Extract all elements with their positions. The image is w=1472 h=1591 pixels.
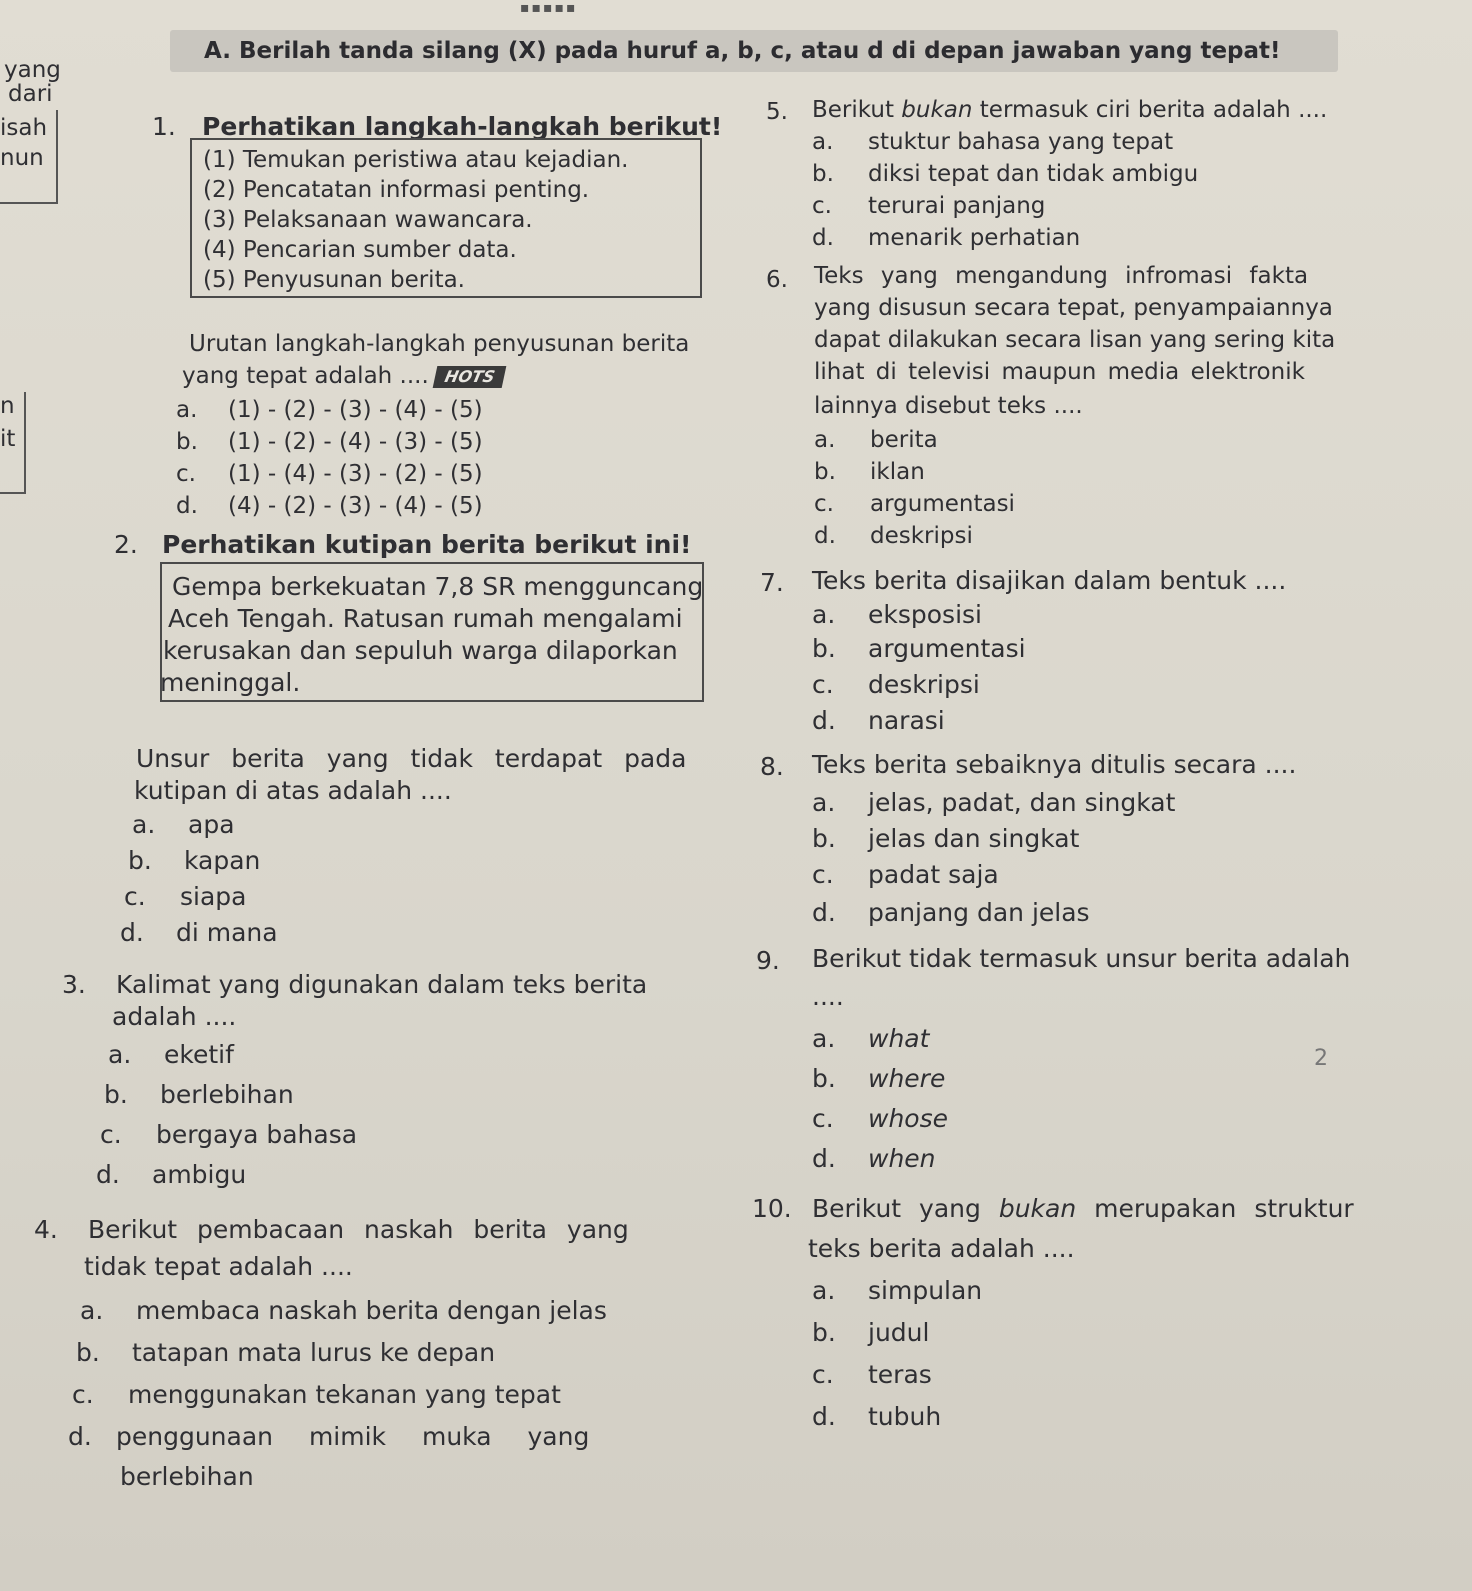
q2-prompt: kutipan di atas adalah .... (134, 776, 452, 805)
q9-number: 9. (756, 946, 780, 975)
section-title: A. Berilah tanda silang (X) pada huruf a, b, c, atau d di depan jawaban yang tepat! (204, 38, 1281, 64)
q3-option-b[interactable]: b. berlebihan (104, 1080, 294, 1109)
margin-box-edge (0, 110, 58, 204)
q1-option-d[interactable]: d. (4) - (2) - (3) - (4) - (5) (176, 493, 483, 519)
q6-option-b[interactable]: b. iklan (814, 459, 925, 485)
q6-text: yang disusun secara tepat, penyampaiannya (814, 295, 1333, 321)
q10-text: Berikut yang bukan merupakan struktur (812, 1194, 1354, 1223)
q8-option-a[interactable]: a. jelas, padat, dan singkat (812, 788, 1176, 817)
q1-step: (3) Pelaksanaan wawancara. (203, 207, 533, 233)
q1-option-c[interactable]: c. (1) - (4) - (3) - (2) - (5) (176, 461, 483, 487)
q2-quote-line: Gempa berkekuatan 7,8 SR mengguncang (172, 572, 704, 601)
q5-number: 5. (766, 99, 788, 125)
pencil-mark: 2 (1314, 1046, 1328, 1071)
q9-option-c[interactable]: c. whose (812, 1104, 948, 1133)
margin-fragment: nun (0, 145, 44, 171)
q4-text: tidak tepat adalah .... (84, 1252, 353, 1281)
q10-option-c[interactable]: c. teras (812, 1360, 932, 1389)
q4-number: 4. (34, 1215, 58, 1244)
margin-fragment: yang (4, 57, 61, 83)
q9-text: Berikut tidak termasuk unsur berita adalah (812, 944, 1351, 973)
q8-text: Teks berita sebaiknya ditulis secara .... (812, 750, 1297, 779)
q9-option-b[interactable]: b. where (812, 1064, 946, 1093)
q1-number: 1. (152, 112, 176, 141)
q2-option-c[interactable]: c. siapa (124, 882, 247, 911)
q7-option-b[interactable]: b. argumentasi (812, 634, 1026, 663)
q5-option-c[interactable]: c. terurai panjang (812, 193, 1046, 219)
q5-option-a[interactable]: a. stuktur bahasa yang tepat (812, 129, 1174, 155)
q6-option-d[interactable]: d. deskripsi (814, 523, 973, 549)
q2-option-d[interactable]: d. di mana (120, 918, 278, 947)
q4-option-b[interactable]: b. tatapan mata lurus ke depan (76, 1338, 496, 1367)
q7-option-c[interactable]: c. deskripsi (812, 670, 980, 699)
q3-text: adalah .... (112, 1002, 237, 1031)
q1-step: (2) Pencatatan informasi penting. (203, 177, 590, 203)
margin-fragment: dari (8, 81, 53, 107)
q10-option-b[interactable]: b. judul (812, 1318, 930, 1347)
q6-text: lainnya disebut teks .... (814, 393, 1083, 419)
q6-number: 6. (766, 267, 788, 293)
q6-text: dapat dilakukan secara lisan yang sering kita (814, 327, 1336, 353)
q1-prompt: Urutan langkah-langkah penyusunan berita (189, 331, 690, 357)
q1-text: Perhatikan langkah-langkah berikut! (202, 112, 723, 141)
margin-fragment: it (0, 426, 16, 452)
q10-text: teks berita adalah .... (808, 1234, 1075, 1263)
q7-option-a[interactable]: a. eksposisi (812, 600, 982, 629)
q3-option-c[interactable]: c. bergaya bahasa (100, 1120, 358, 1149)
q3-number: 3. (62, 970, 86, 999)
q2-text: Perhatikan kutipan berita berikut ini! (162, 530, 692, 559)
q9-text-cont: .... (812, 982, 844, 1011)
q8-option-c[interactable]: c. padat saja (812, 860, 999, 889)
q10-number: 10. (752, 1194, 792, 1223)
q1-option-b[interactable]: b. (1) - (2) - (4) - (3) - (5) (176, 429, 483, 455)
q4-option-a[interactable]: a. membaca naskah berita dengan jelas (80, 1296, 607, 1325)
q1-step: (5) Penyusunan berita. (203, 267, 465, 293)
q7-option-d[interactable]: d. narasi (812, 706, 945, 735)
q9-option-a[interactable]: a. what (812, 1024, 930, 1053)
margin-fragment: n (0, 393, 15, 419)
q9-option-d[interactable]: d. when (812, 1144, 936, 1173)
q4-text: Berikut pembacaan naskah berita yang (88, 1215, 629, 1244)
q8-number: 8. (760, 752, 784, 781)
q3-text: Kalimat yang digunakan dalam teks berita (116, 970, 648, 999)
q2-number: 2. (114, 530, 138, 559)
q1-step: (1) Temukan peristiwa atau kejadian. (203, 147, 629, 173)
q7-number: 7. (760, 568, 784, 597)
q4-option-d[interactable]: d. penggunaan mimik muka yang (68, 1422, 590, 1451)
q7-text: Teks berita disajikan dalam bentuk .... (812, 566, 1287, 595)
q2-quote-line: Aceh Tengah. Ratusan rumah mengalami (168, 604, 683, 633)
q6-text: Teks yang mengandung infromasi fakta (814, 263, 1309, 289)
q6-text: lihat di televisi maupun media elektronik (814, 359, 1305, 385)
q8-option-b[interactable]: b. jelas dan singkat (812, 824, 1080, 853)
q2-option-b[interactable]: b. kapan (128, 846, 261, 875)
q2-prompt: Unsur berita yang tidak terdapat pada (136, 744, 687, 773)
q2-quote-line: meninggal. (160, 668, 301, 697)
q10-option-a[interactable]: a. simpulan (812, 1276, 983, 1305)
margin-box-edge (0, 392, 26, 494)
margin-fragment: isah (0, 115, 48, 141)
q5-text: Berikut bukan termasuk ciri berita adalah .... (812, 97, 1328, 123)
q4-option-d-cont: berlebihan (120, 1462, 254, 1491)
q2-option-a[interactable]: a. apa (132, 810, 235, 839)
q1-prompt: yang tepat adalah .... HOTS (182, 362, 504, 390)
q2-quote-line: kerusakan dan sepuluh warga dilaporkan (163, 636, 678, 665)
q3-option-a[interactable]: a. eketif (108, 1040, 234, 1069)
q10-option-d[interactable]: d. tubuh (812, 1402, 942, 1431)
q6-option-a[interactable]: a. berita (814, 427, 938, 453)
q5-option-d[interactable]: d. menarik perhatian (812, 225, 1081, 251)
q4-option-c[interactable]: c. menggunakan tekanan yang tepat (72, 1380, 561, 1409)
q8-option-d[interactable]: d. panjang dan jelas (812, 898, 1090, 927)
q3-option-d[interactable]: d. ambigu (96, 1160, 247, 1189)
q5-option-b[interactable]: b. diksi tepat dan tidak ambigu (812, 161, 1199, 187)
hots-badge: HOTS (432, 366, 506, 388)
top-mark: ▪▪▪▪▪ (520, 0, 578, 16)
q6-option-c[interactable]: c. argumentasi (814, 491, 1015, 517)
q1-step: (4) Pencarian sumber data. (203, 237, 517, 263)
q1-option-a[interactable]: a. (1) - (2) - (3) - (4) - (5) (176, 397, 483, 423)
